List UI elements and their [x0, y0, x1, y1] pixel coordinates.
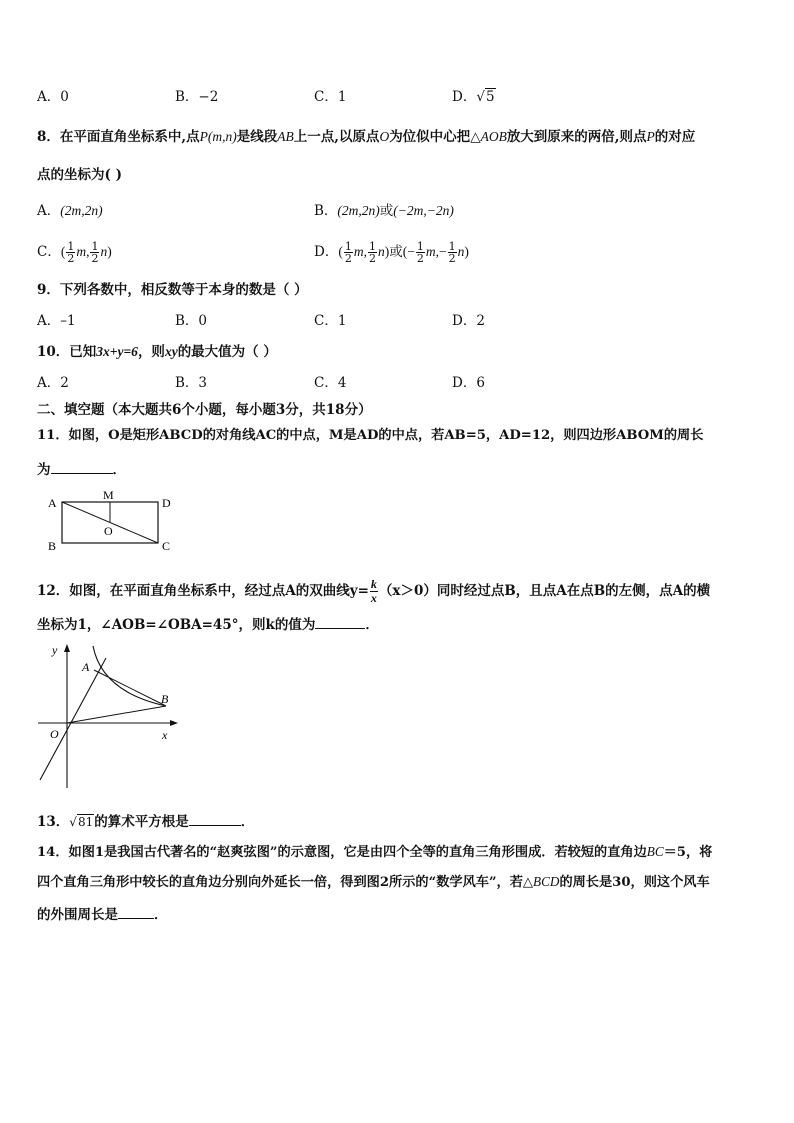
label-m: M: [103, 488, 114, 502]
sqrt-81: √81: [69, 815, 94, 829]
q8-stem: 8．在平面直角坐标系中,点P(m,n)是线段AB上一点,以原点O为位似中心把△AOB放大到原来的两倍,则点P的对应: [37, 129, 696, 145]
q9-option-c: C．1: [314, 313, 347, 329]
answer-blank[interactable]: [315, 614, 365, 629]
q9-option-b: B．0: [175, 313, 208, 329]
q10-option-c: C．4: [314, 375, 347, 391]
q11-stem-line2: 为 ．: [37, 459, 126, 479]
q9-option-a: A．–1: [37, 313, 76, 329]
q14-stem: 14．如图1是我国古代著名的“赵爽弦图”的示意图，它是由四个全等的直角三角形围成．若较短的直角边BC＝5，将: [37, 844, 713, 860]
label-y: y: [52, 643, 58, 657]
label-o: O: [50, 727, 59, 741]
label-b: B: [48, 539, 57, 553]
answer-blank[interactable]: [51, 459, 113, 474]
q7-option-d: D．√5: [452, 89, 495, 105]
q14-stem-line3: 的外围周长是 ．: [37, 904, 168, 924]
label-c: C: [162, 539, 171, 553]
q10-option-d: D．6: [452, 375, 485, 391]
q8-option-c: C．( $\frac{1}{2}$ m, $\frac{1}{2}$ n): [37, 240, 112, 265]
x-arrow-icon: [170, 720, 178, 726]
q7-option-b: B．−2: [175, 89, 219, 105]
q10-option-b: B．3: [175, 375, 208, 391]
section-heading: 二、填空题（本大题共6个小题，每小题3分，共18分）: [37, 402, 372, 418]
q7-option-c: C．1: [314, 89, 347, 105]
q8-option-b: B．(2m,2n)或(−2m,−2n): [314, 203, 454, 219]
y-arrow-icon: [64, 644, 70, 652]
q10-option-a: A．2: [37, 375, 69, 391]
segment-ob: [67, 706, 166, 723]
label-o: O: [104, 524, 113, 538]
q9-option-d: D．2: [452, 313, 485, 329]
answer-blank[interactable]: [189, 811, 241, 826]
rectangle-figure: [40, 486, 180, 554]
answer-blank[interactable]: [118, 904, 154, 919]
q8-stem-line2: 点的坐标为( ): [37, 167, 122, 183]
q8-option-a: A．(2m,2n): [37, 203, 103, 219]
segment-ab: [94, 670, 166, 706]
q8-option-d: D．( $\frac{1}{2}$ m, $\frac{1}{2}$ n)或(− $\frac{1}{2}$ m,− $\frac{1}{2}$ n): [314, 240, 469, 265]
q7-option-a: A．0: [37, 89, 69, 105]
label-b: B: [161, 692, 169, 706]
q12-stem-line2: 坐标为1，∠AOB=∠OBA=45°，则k的值为 ．: [37, 614, 379, 634]
q9-stem: 9．下列各数中，相反数等于本身的数是（ ）: [37, 282, 308, 298]
q13-stem: 13．√81的算术平方根是 ．: [37, 811, 254, 831]
q11-stem: 11．如图，O是矩形ABCD的对角线AC的中点，M是AD的中点，若AB=5，AD=12，则四边形ABOM的周长: [37, 428, 704, 443]
label-x: x: [162, 728, 168, 742]
hyperbola-curve: [93, 646, 166, 706]
label-a: A: [82, 660, 90, 674]
sqrt-five: √5: [476, 89, 495, 105]
label-d: D: [162, 496, 171, 510]
label-a: A: [48, 496, 57, 510]
q10-stem: 10．已知3x+y=6，则xy的最大值为（ ）: [37, 344, 277, 360]
q12-stem: 12．如图，在平面直角坐标系中，经过点A的双曲线y= $\frac{k}{x}$ （x＞0）同时经过点B，且点A在点B的左侧，点A的横: [37, 577, 711, 605]
line-oa: [40, 658, 106, 780]
coordinate-figure: [30, 640, 190, 795]
q14-stem-line2: 四个直角三角形中较长的直角边分别向外延长一倍，得到图2所示的“数学风车”，若△BCD的周长是30，则这个风车: [37, 874, 710, 890]
